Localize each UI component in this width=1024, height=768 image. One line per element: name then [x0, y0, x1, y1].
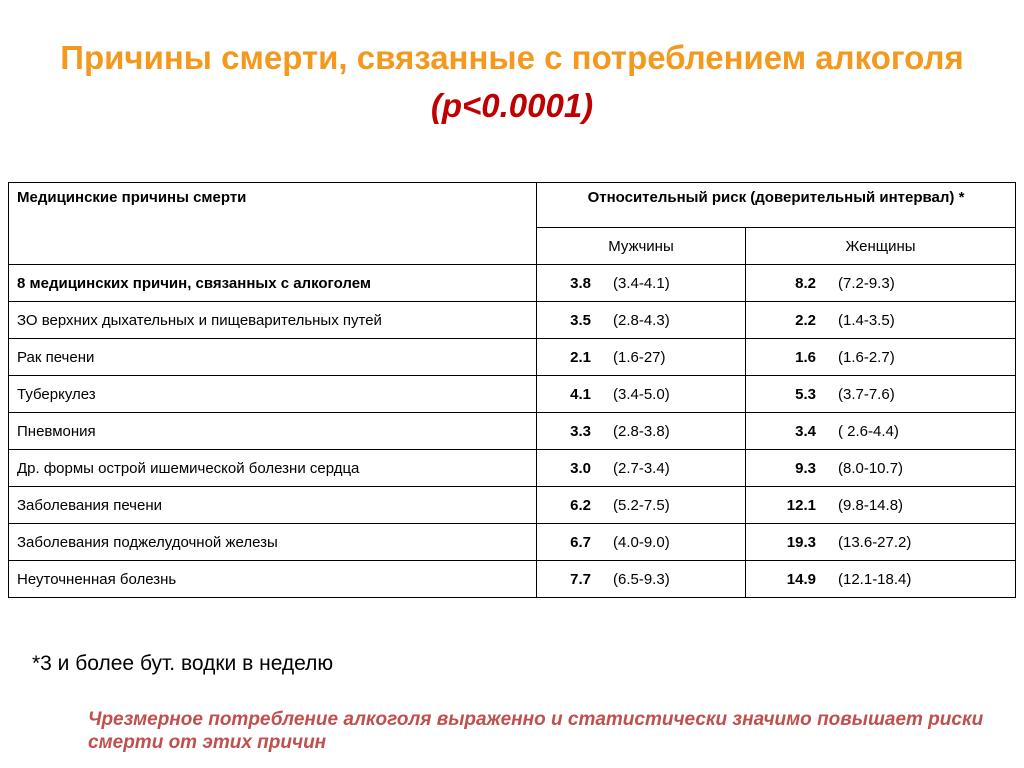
- women-cell: [746, 450, 1016, 487]
- table-row: [9, 376, 1016, 413]
- women-rr: 5.3: [795, 385, 816, 403]
- cause-cell: ЗО верхних дыхательных и пищеварительных путей: [9, 302, 537, 339]
- table-row: [9, 561, 1016, 598]
- men-cell: [537, 376, 746, 413]
- table-header-row: [9, 183, 1016, 228]
- men-cell: [537, 450, 746, 487]
- men-ci: (3.4-4.1): [613, 274, 670, 292]
- cause-cell: Неуточненная болезнь: [9, 561, 537, 598]
- men-cell: [537, 265, 746, 302]
- women-cell: [746, 524, 1016, 561]
- men-ci: (1.6-27): [613, 348, 666, 366]
- table-row: [9, 339, 1016, 376]
- cause-cell: Заболевания поджелудочной железы: [9, 524, 537, 561]
- men-cell: [537, 524, 746, 561]
- men-ci: (3.4-5.0): [613, 385, 670, 403]
- table-row: [9, 450, 1016, 487]
- men-rr: 3.0: [570, 459, 591, 477]
- men-cell: [537, 339, 746, 376]
- men-ci: (2.8-4.3): [613, 311, 670, 329]
- women-rr: 2.2: [795, 311, 816, 329]
- women-rr: 3.4: [795, 422, 816, 440]
- women-ci: (1.4-3.5): [838, 311, 895, 329]
- women-cell: [746, 302, 1016, 339]
- women-ci: (13.6-27.2): [838, 533, 912, 551]
- table-row: [9, 487, 1016, 524]
- men-rr: 2.1: [570, 348, 591, 366]
- men-ci: (4.0-9.0): [613, 533, 670, 551]
- women-ci: (1.6-2.7): [838, 348, 895, 366]
- men-rr: 4.1: [570, 385, 591, 403]
- cause-cell: Пневмония: [9, 413, 537, 450]
- men-cell: [537, 487, 746, 524]
- table-row: [9, 413, 1016, 450]
- men-rr: 3.3: [570, 422, 591, 440]
- footnote: *3 и более бут. водки в неделю: [32, 652, 334, 675]
- men-ci: (5.2-7.5): [613, 496, 670, 514]
- men-cell: [537, 561, 746, 598]
- men-ci: (6.5-9.3): [613, 570, 670, 588]
- header-risk: Относительный риск (доверительный интервал) *: [537, 183, 1016, 228]
- men-ci: (2.8-3.8): [613, 422, 670, 440]
- cause-cell: Др. формы острой ишемической болезни сердца: [9, 450, 537, 487]
- women-ci: (3.7-7.6): [838, 385, 895, 403]
- women-rr: 8.2: [795, 274, 816, 292]
- cause-cell: Заболевания печени: [9, 487, 537, 524]
- women-rr: 12.1: [786, 496, 816, 514]
- cause-cell: 8 медицинских причин, связанных с алкоголем: [9, 265, 537, 302]
- title-p-value: (p<0.0001): [430, 87, 594, 124]
- conclusion-text: Чрезмерное потребление алкоголя выраженно и статистически значимо повышает риски смерти от этих причин: [88, 709, 984, 753]
- risk-table: [8, 182, 1016, 598]
- men-rr: 3.5: [570, 311, 591, 329]
- cause-cell: Туберкулез: [9, 376, 537, 413]
- men-cell: [537, 413, 746, 450]
- women-ci: (7.2-9.3): [838, 274, 895, 292]
- women-cell: [746, 487, 1016, 524]
- header-men: Мужчины: [537, 228, 746, 265]
- women-cell: [746, 265, 1016, 302]
- men-rr: 6.2: [570, 496, 591, 514]
- men-rr: 3.8: [570, 274, 591, 292]
- women-rr: 14.9: [786, 570, 816, 588]
- table-row: [9, 524, 1016, 561]
- women-ci: ( 2.6-4.4): [838, 422, 899, 440]
- men-cell: [537, 302, 746, 339]
- men-rr: 7.7: [570, 570, 591, 588]
- women-rr: 1.6: [795, 348, 816, 366]
- women-rr: 9.3: [795, 459, 816, 477]
- cause-cell: Рак печени: [9, 339, 537, 376]
- men-rr: 6.7: [570, 533, 591, 551]
- title-main: Причины смерти, связанные с потреблением алкоголя: [60, 39, 964, 76]
- women-ci: (12.1-18.4): [838, 570, 912, 588]
- header-cause: Медицинские причины смерти: [9, 183, 537, 265]
- header-women: Женщины: [746, 228, 1016, 265]
- women-cell: [746, 561, 1016, 598]
- women-rr: 19.3: [786, 533, 816, 551]
- women-ci: (9.8-14.8): [838, 496, 904, 514]
- slide-title: [0, 34, 1024, 130]
- women-ci: (8.0-10.7): [838, 459, 904, 477]
- men-ci: (2.7-3.4): [613, 459, 670, 477]
- women-cell: [746, 339, 1016, 376]
- women-cell: [746, 413, 1016, 450]
- table-row: [9, 302, 1016, 339]
- women-cell: [746, 376, 1016, 413]
- table-row: [9, 265, 1016, 302]
